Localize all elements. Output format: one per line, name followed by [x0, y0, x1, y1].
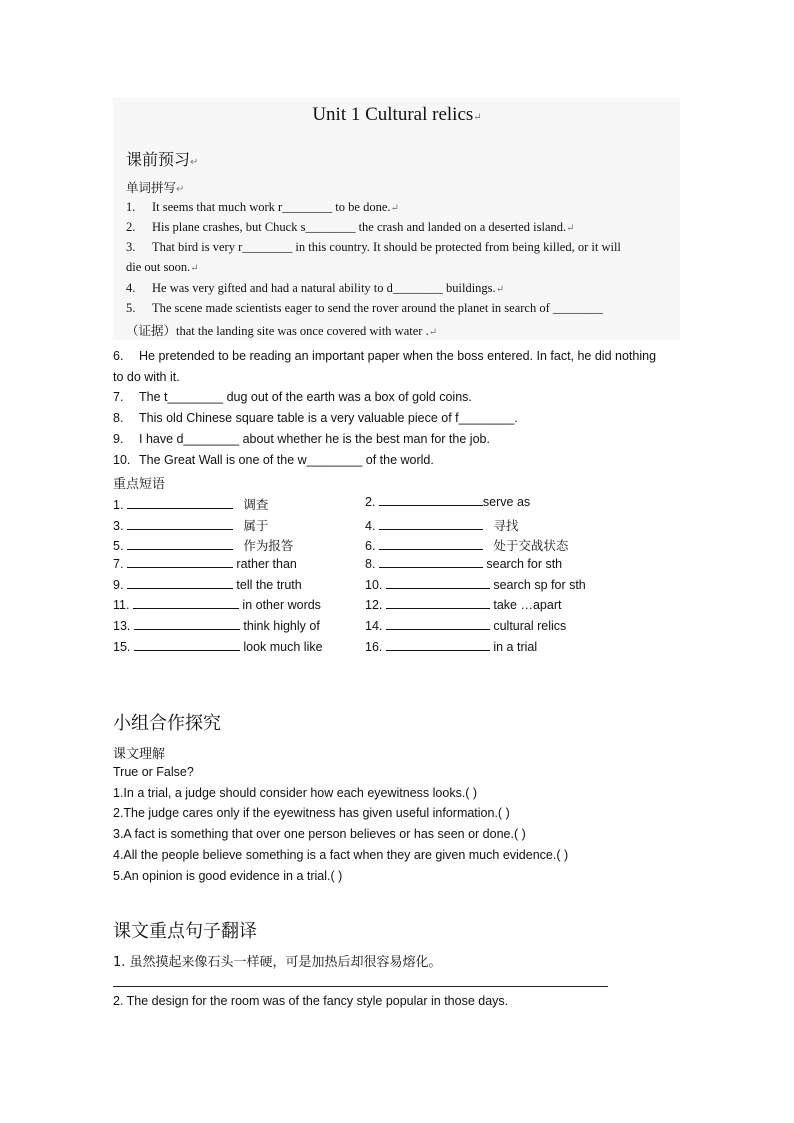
phrase-row [113, 598, 321, 612]
item-number: 5. [126, 301, 136, 315]
spelling-item [126, 281, 504, 296]
item-number: 4. [126, 281, 136, 295]
phrase-blank[interactable] [386, 640, 490, 651]
paragraph-mark-icon: ↵ [390, 203, 399, 214]
item-text: The scene made scientists eager to send the rover around the planet in search of ________ [152, 301, 603, 315]
spelling-item [113, 349, 656, 363]
page-title [0, 104, 794, 126]
item-text: The Great Wall is one of the w________ of the world. [139, 453, 434, 467]
item-text: die out soon. [126, 260, 191, 274]
phrase-number: 14. [365, 619, 383, 633]
phrase-label: think highly of [243, 619, 320, 633]
item-text: That bird is very r________ in this country. It should be protected from being killed, or it will [152, 240, 621, 254]
phrase-blank[interactable] [386, 578, 490, 589]
phrase-blank[interactable] [127, 539, 233, 550]
item-number: 9. [113, 432, 124, 446]
phrase-row [365, 598, 561, 612]
item-text: （证据）that the landing site was once covered with water . [126, 324, 429, 338]
paragraph-mark-icon: ↵ [190, 263, 199, 274]
phrase-number: 12. [365, 598, 383, 612]
phrase-number: 6. [365, 539, 376, 553]
phrase-blank[interactable] [379, 557, 483, 568]
phrase-number: 15. [113, 640, 131, 654]
answer-line[interactable] [113, 986, 608, 987]
translation-sentence: 1. 虽然摸起来像石头一样硬，可是加热后却很容易熔化。 [113, 955, 442, 970]
preview-heading [126, 147, 198, 170]
phrase-label: search for sth [486, 557, 563, 571]
phrase-blank[interactable] [127, 519, 233, 530]
phrases-heading: 重点短语 [113, 477, 166, 492]
paragraph-mark-icon: ↵ [428, 327, 438, 338]
phrase-row [113, 619, 320, 633]
phrase-label: look much like [243, 640, 323, 654]
phrase-number: 11. [113, 598, 130, 612]
item-text: The t________ dug out of the earth was a box of gold coins. [139, 390, 472, 404]
item-text: This old Chinese square table is a very valuable piece of f________. [139, 411, 518, 425]
phrase-row [113, 578, 302, 592]
phrase-row [365, 536, 568, 554]
phrase-number: 2. [365, 495, 376, 509]
page-title-text: Unit 1 Cultural relics [312, 104, 474, 125]
phrase-row [365, 516, 518, 534]
item-text: He pretended to be reading an important paper when the boss entered. In fact, he did nothing [139, 349, 657, 363]
phrase-blank[interactable] [127, 498, 233, 509]
item-number: 6. [113, 349, 124, 363]
spelling-item [126, 220, 575, 235]
phrase-blank[interactable] [134, 640, 240, 651]
phrase-label: cultural relics [493, 619, 567, 633]
tf-statement: 2.The judge cares only if the eyewitness has given useful information.( ) [113, 806, 510, 820]
phrase-number: 4. [365, 519, 376, 533]
spelling-item [113, 432, 490, 446]
phrase-blank[interactable] [386, 598, 490, 609]
phrase-label: 处于交战状态 [493, 539, 569, 553]
phrase-blank[interactable] [133, 598, 239, 609]
phrase-number: 1. [113, 498, 124, 512]
phrase-number: 9. [113, 578, 124, 592]
spelling-item [113, 411, 518, 425]
true-false-title: True or False? [113, 765, 194, 779]
phrase-blank[interactable] [379, 539, 483, 550]
phrase-number: 13. [113, 619, 131, 633]
paragraph-mark-icon: ↵ [190, 157, 199, 168]
phrase-blank[interactable] [379, 519, 483, 530]
phrase-blank[interactable] [127, 557, 233, 568]
phrase-blank[interactable] [379, 495, 483, 506]
phrase-row [113, 516, 268, 534]
phrase-label: 寻找 [493, 519, 519, 533]
paragraph-mark-icon: ↵ [176, 184, 185, 195]
item-text: His plane crashes, but Chuck s________ the crash and landed on a deserted island. [152, 220, 567, 234]
translation-heading: 课文重点句子翻译 [113, 921, 257, 942]
item-number: 1. [126, 200, 136, 214]
spelling-item-continued [113, 370, 180, 384]
item-number: 8. [113, 411, 124, 425]
phrase-row [365, 557, 562, 571]
paragraph-mark-icon: ↵ [473, 112, 482, 123]
spelling-item [126, 301, 603, 316]
phrase-blank[interactable] [134, 619, 240, 630]
phrase-number: 7. [113, 557, 124, 571]
phrase-number: 3. [113, 519, 124, 533]
phrase-row [113, 557, 297, 571]
phrase-row [365, 495, 530, 509]
phrase-number: 5. [113, 539, 124, 553]
item-text: It seems that much work r________ to be done. [152, 200, 391, 214]
item-text: to do with it. [113, 370, 180, 384]
comprehension-subheading: 课文理解 [113, 747, 166, 762]
phrase-label: in a trial [493, 640, 538, 654]
phrase-label: 属于 [243, 519, 269, 533]
phrase-label: rather than [236, 557, 297, 571]
spelling-item-continued [126, 260, 199, 275]
phrase-label: search sp for sth [493, 578, 586, 592]
spelling-item [113, 453, 434, 467]
item-text: I have d________ about whether he is the best man for the job. [139, 432, 490, 446]
tf-statement: 1.In a trial, a judge should consider how each eyewitness looks.( ) [113, 786, 478, 800]
spelling-subheading [126, 178, 184, 196]
phrase-row [365, 619, 566, 633]
phrase-row [365, 578, 586, 592]
phrase-label: in other words [242, 598, 321, 612]
item-text: He was very gifted and had a natural ability to d________ buildings. [152, 281, 496, 295]
phrase-number: 16. [365, 640, 383, 654]
translation-sentence: 2. The design for the room was of the fancy style popular in those days. [113, 994, 509, 1008]
spelling-item [126, 200, 399, 215]
tf-statement: 3.A fact is something that over one person believes or has seen or done.( ) [113, 827, 526, 841]
phrase-label: 调查 [243, 498, 269, 512]
spelling-item [113, 390, 472, 404]
phrase-row [113, 495, 268, 513]
tf-statement: 5.An opinion is good evidence in a trial.( ) [113, 869, 343, 883]
group-heading: 小组合作探究 [113, 713, 221, 734]
item-number: 10. [113, 453, 131, 467]
phrase-row [365, 640, 537, 654]
preview-heading-text: 课前预习 [126, 150, 191, 169]
spelling-subheading-text: 单词拼写 [126, 180, 177, 195]
phrase-number: 10. [365, 578, 383, 592]
tf-statement: 4.All the people believe something is a fact when they are given much evidence.( ) [113, 848, 569, 862]
paragraph-mark-icon: ↵ [566, 223, 575, 234]
phrase-label: serve as [482, 495, 531, 509]
spelling-item [126, 240, 621, 255]
phrase-row [113, 640, 323, 654]
phrase-label: take …apart [493, 598, 562, 612]
item-number: 3. [126, 240, 136, 254]
phrase-row [113, 536, 293, 554]
paragraph-mark-icon: ↵ [495, 284, 505, 295]
phrase-number: 8. [365, 557, 376, 571]
spelling-item-continued [126, 321, 437, 339]
item-number: 2. [126, 220, 136, 234]
phrase-label: 作为报答 [243, 539, 294, 553]
phrase-blank[interactable] [127, 578, 233, 589]
phrase-label: tell the truth [236, 578, 302, 592]
phrase-blank[interactable] [386, 619, 490, 630]
item-number: 7. [113, 390, 124, 404]
